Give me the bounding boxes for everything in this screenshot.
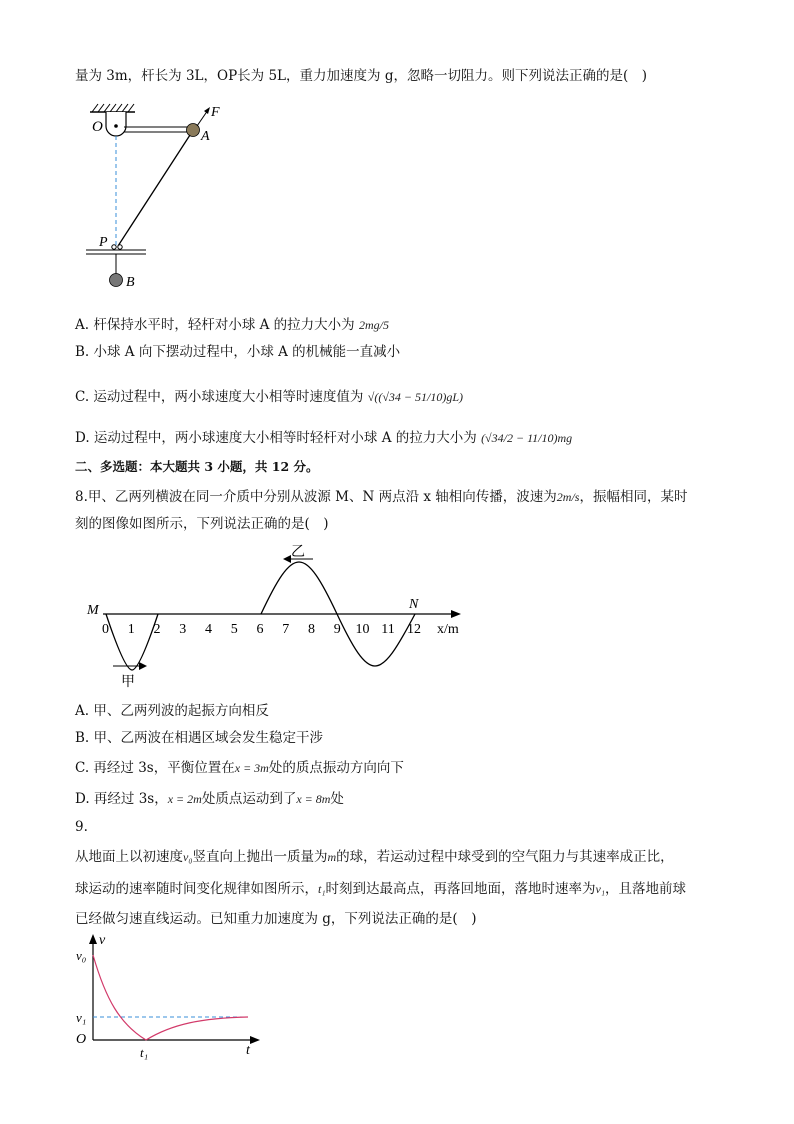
- q7-option-b: B. 小球 A 向下摆动过程中，小球 A 的机械能一直减小: [75, 344, 401, 360]
- q7-figure: [80, 98, 240, 298]
- x-axis-label: t: [246, 1043, 250, 1058]
- label-f: F: [211, 105, 220, 120]
- t1-label: t₁: [140, 1045, 149, 1060]
- tick-label: 10: [355, 622, 370, 637]
- tick-label: 1: [127, 622, 135, 637]
- option-a-math: 2mg/5: [358, 318, 389, 332]
- option-d-math: (√34/2 − 11/10)mg: [481, 431, 573, 445]
- label-yi: 乙: [291, 545, 305, 560]
- label-jia: 甲: [121, 675, 135, 690]
- label-a: A: [201, 129, 210, 144]
- ball-b: [110, 274, 123, 287]
- q8-stem-line1: 8.甲、乙两列横波在同一介质中分别从波源 M、N 两点沿 x 轴相向传播，波速为2m/s，振幅相同，某时: [75, 489, 688, 505]
- origin-label: O: [76, 1032, 87, 1047]
- q9-number: 9.: [75, 819, 88, 835]
- label-n: N: [409, 597, 419, 612]
- tick-label: 11: [381, 622, 395, 637]
- tick-label: 7: [282, 622, 290, 637]
- q8-stem-line2: 刻的图像如图所示，下列说法正确的是( ): [75, 516, 329, 532]
- q8-option-d: D. 再经过 3s，x = 2m处质点运动到了x = 8m处: [75, 791, 344, 807]
- x-axis-label: x/m: [437, 622, 459, 637]
- curve-rising: [93, 955, 146, 1040]
- q8-option-a: A. 甲、乙两列波的起振方向相反: [75, 703, 269, 719]
- label-o: O: [92, 119, 103, 135]
- option-c-math: √((√34 − 51/10)gL): [367, 390, 463, 404]
- q8-wave-figure: [85, 542, 475, 692]
- tick-label: 5: [230, 622, 238, 637]
- tick-label: 6: [256, 622, 264, 637]
- tick-label: 2: [153, 622, 161, 637]
- tick-label: 12: [407, 622, 421, 637]
- tick-label: 3: [179, 622, 187, 637]
- label-p: P: [99, 235, 108, 250]
- q7-option-c: C. 运动过程中，两小球速度大小相等时速度值为 √((√34 − 51/10)gL): [75, 389, 463, 405]
- section-heading: 二、多选题：本大题共 3 小题，共 12 分。: [75, 459, 319, 474]
- pivot-block: [106, 112, 126, 136]
- q8-option-c: C. 再经过 3s，平衡位置在x = 3m处的质点振动方向向下: [75, 760, 404, 776]
- q7-stem: 量为 3m，杆长为 3L，OP长为 5L，重力加速度为 g，忽略一切阻力。则下列说法正确的是( ): [75, 68, 647, 84]
- v1-label: v₁: [76, 1010, 87, 1025]
- q9-stem-line2: 球运动的速率随时间变化规律如图所示，t₁时刻到达最高点，再落回地面，落地时速率为v₁，且落地前球: [75, 881, 687, 897]
- q9-stem-line3: 已经做匀速直线运动。已知重力加速度为 g，下列说法正确的是( ): [75, 911, 477, 927]
- y-axis-label: v: [99, 933, 106, 948]
- curve-falling: [146, 1017, 248, 1040]
- q9-stem-line1: 从地面上以初速度v₀竖直向上抛出一质量为m的球，若运动过程中球受到的空气阻力与其速率成正比，: [75, 849, 674, 865]
- tick-label: 9: [333, 622, 341, 637]
- arrow-left-icon: [283, 555, 291, 563]
- tick-label: 0: [102, 622, 109, 637]
- v0-label: v₀: [76, 948, 87, 963]
- q9-vt-figure: [72, 930, 272, 1062]
- label-m: M: [87, 603, 99, 618]
- tick-label: 8: [308, 622, 315, 637]
- q7-option-d: D. 运动过程中，两小球速度大小相等时轻杆对小球 A 的拉力大小为 (√34/2 − 11/10)mg: [75, 430, 573, 446]
- q7-option-a: A. 杆保持水平时，轻杆对小球 A 的拉力大小为 2mg/5: [75, 317, 389, 333]
- label-b: B: [126, 275, 135, 290]
- q8-option-b: B. 甲、乙两波在相遇区域会发生稳定干涉: [75, 730, 324, 746]
- tick-label: 4: [205, 622, 212, 637]
- arrow-right-icon: [139, 662, 147, 670]
